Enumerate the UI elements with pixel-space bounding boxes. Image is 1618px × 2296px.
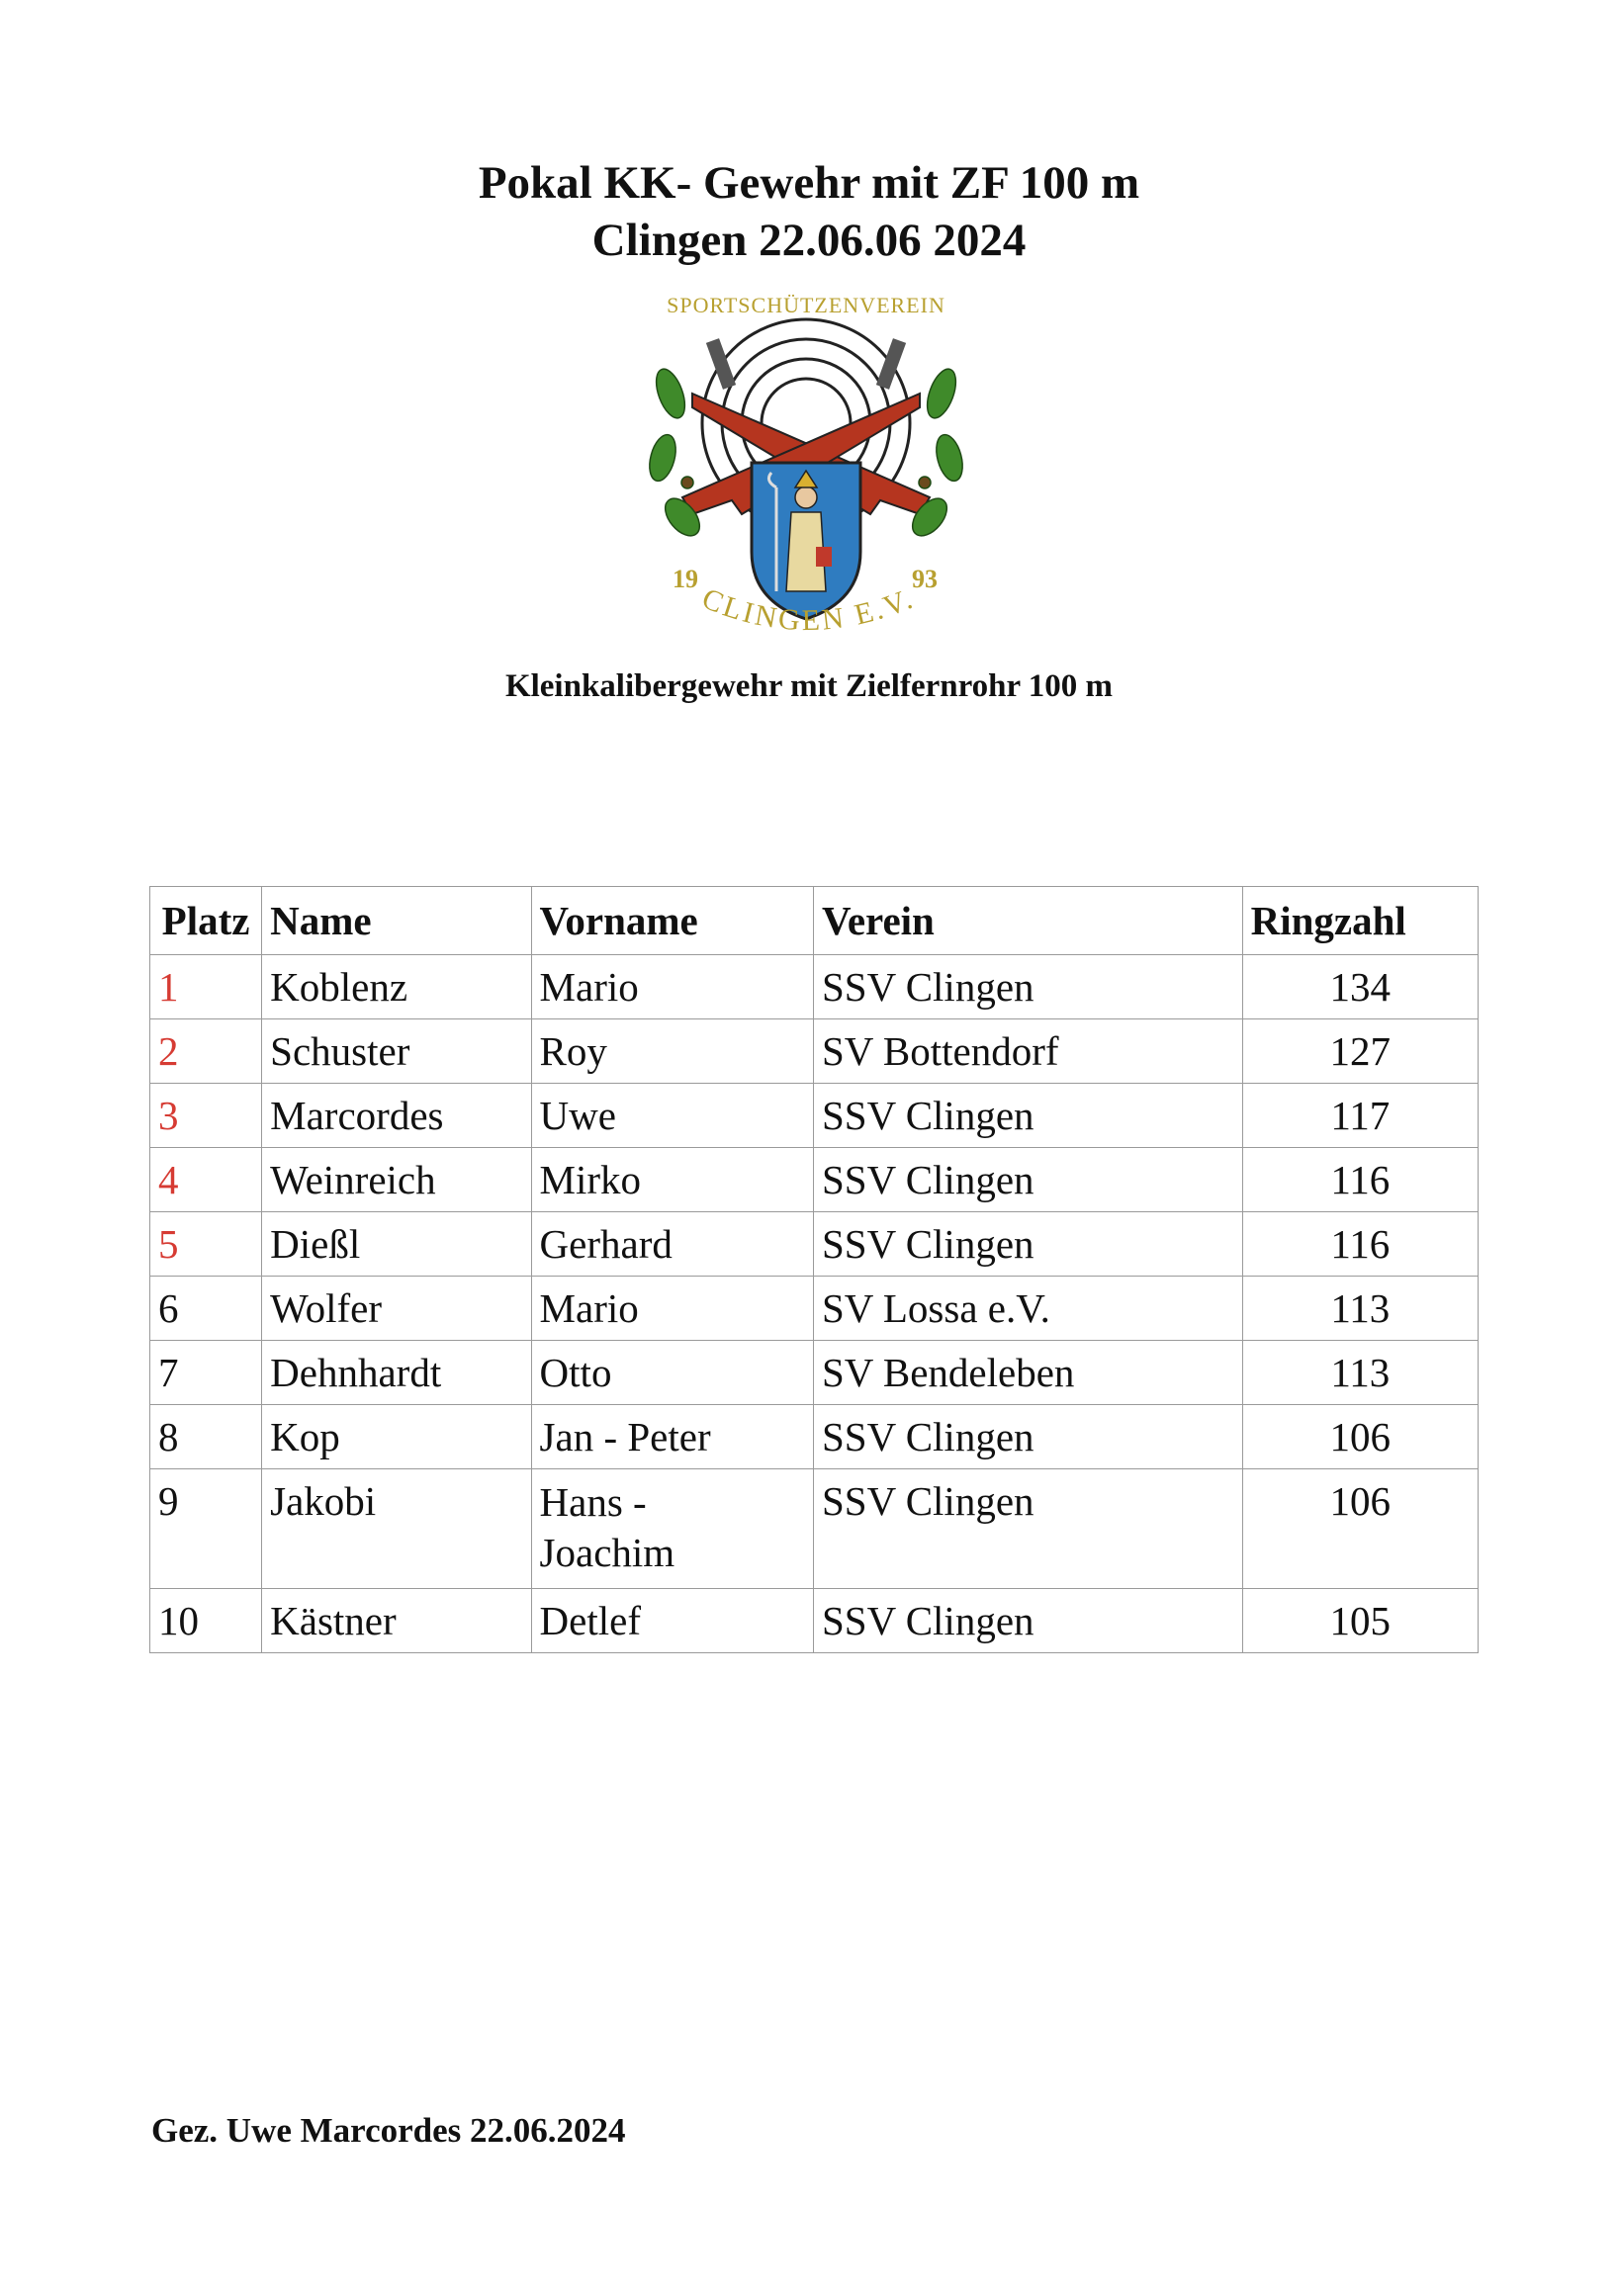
cell-name: Wolfer <box>262 1277 531 1341</box>
cell-ringzahl: 113 <box>1242 1341 1478 1405</box>
table-row <box>150 955 1479 1019</box>
cell-platz: 4 <box>150 1148 262 1212</box>
table-row <box>150 1589 1479 1653</box>
table-row <box>150 1212 1479 1277</box>
cell-verein: SSV Clingen <box>813 1084 1242 1148</box>
header-name: Name <box>262 887 531 955</box>
cell-ringzahl: 116 <box>1242 1148 1478 1212</box>
results-table <box>149 886 1479 1653</box>
cell-platz: 9 <box>150 1469 262 1589</box>
cell-name: Weinreich <box>262 1148 531 1212</box>
cell-name: Marcordes <box>262 1084 531 1148</box>
cell-platz: 5 <box>150 1212 262 1277</box>
cell-verein: SSV Clingen <box>813 1589 1242 1653</box>
cell-verein: SV Bendeleben <box>813 1341 1242 1405</box>
vorname-line-1: Hans - <box>539 1479 647 1525</box>
header-platz: Platz <box>150 887 262 955</box>
cell-name: Koblenz <box>262 955 531 1019</box>
cell-verein: SV Bottendorf <box>813 1019 1242 1084</box>
header-ringzahl: Ringzahl <box>1242 887 1478 955</box>
cell-ringzahl: 105 <box>1242 1589 1478 1653</box>
cell-verein: SSV Clingen <box>813 1148 1242 1212</box>
cell-vorname: Gerhard <box>531 1212 813 1277</box>
logo-bottom-text: CLINGEN E.V. <box>697 581 920 638</box>
signature-line: Gez. Uwe Marcordes 22.06.2024 <box>151 2111 626 2150</box>
cell-vorname: Detlef <box>531 1589 813 1653</box>
cell-platz: 2 <box>150 1019 262 1084</box>
cell-name: Kästner <box>262 1589 531 1653</box>
cell-vorname: Mario <box>531 1277 813 1341</box>
discipline-subtitle: Kleinkalibergewehr mit Zielfernrohr 100 m <box>504 668 1114 704</box>
cell-platz: 6 <box>150 1277 262 1341</box>
club-logo <box>633 285 979 661</box>
table-row <box>150 1019 1479 1084</box>
cell-name: Dehnhardt <box>262 1341 531 1405</box>
table-row <box>150 1341 1479 1405</box>
logo-top-text: SPORTSCHÜTZENVEREIN <box>667 293 945 317</box>
cell-vorname: Mario <box>531 955 813 1019</box>
cell-ringzahl: 134 <box>1242 955 1478 1019</box>
header-vorname: Vorname <box>531 887 813 955</box>
cell-platz: 7 <box>150 1341 262 1405</box>
cell-platz: 8 <box>150 1405 262 1469</box>
cell-name: Schuster <box>262 1019 531 1084</box>
cell-verein: SSV Clingen <box>813 1212 1242 1277</box>
cell-vorname <box>531 1469 813 1589</box>
cell-vorname: Mirko <box>531 1148 813 1212</box>
document-title: Pokal KK- Gewehr mit ZF 100 m <box>478 157 1140 209</box>
document-subtitle-date: Clingen 22.06.06 2024 <box>591 215 1027 266</box>
cell-platz: 3 <box>150 1084 262 1148</box>
cell-name: Jakobi <box>262 1469 531 1589</box>
logo-year-left: 19 <box>673 565 698 593</box>
cell-ringzahl: 117 <box>1242 1084 1478 1148</box>
vorname-line-2: Joachim <box>539 1530 675 1575</box>
table-row <box>150 1469 1479 1589</box>
header-verein: Verein <box>813 887 1242 955</box>
logo-year-right: 93 <box>912 565 938 593</box>
cell-verein: SSV Clingen <box>813 1405 1242 1469</box>
cell-vorname: Uwe <box>531 1084 813 1148</box>
cell-ringzahl: 127 <box>1242 1019 1478 1084</box>
cell-ringzahl: 116 <box>1242 1212 1478 1277</box>
cell-vorname: Otto <box>531 1341 813 1405</box>
cell-ringzahl: 106 <box>1242 1469 1478 1589</box>
cell-ringzahl: 106 <box>1242 1405 1478 1469</box>
table-row <box>150 1405 1479 1469</box>
cell-verein: SV Lossa e.V. <box>813 1277 1242 1341</box>
table-row <box>150 1084 1479 1148</box>
table-row <box>150 1277 1479 1341</box>
cell-platz: 1 <box>150 955 262 1019</box>
cell-name: Dießl <box>262 1212 531 1277</box>
cell-ringzahl: 113 <box>1242 1277 1478 1341</box>
table-header-row <box>150 887 1479 955</box>
cell-vorname: Jan - Peter <box>531 1405 813 1469</box>
cell-vorname: Roy <box>531 1019 813 1084</box>
cell-verein: SSV Clingen <box>813 1469 1242 1589</box>
table-row <box>150 1148 1479 1212</box>
cell-platz: 10 <box>150 1589 262 1653</box>
cell-verein: SSV Clingen <box>813 955 1242 1019</box>
cell-name: Kop <box>262 1405 531 1469</box>
